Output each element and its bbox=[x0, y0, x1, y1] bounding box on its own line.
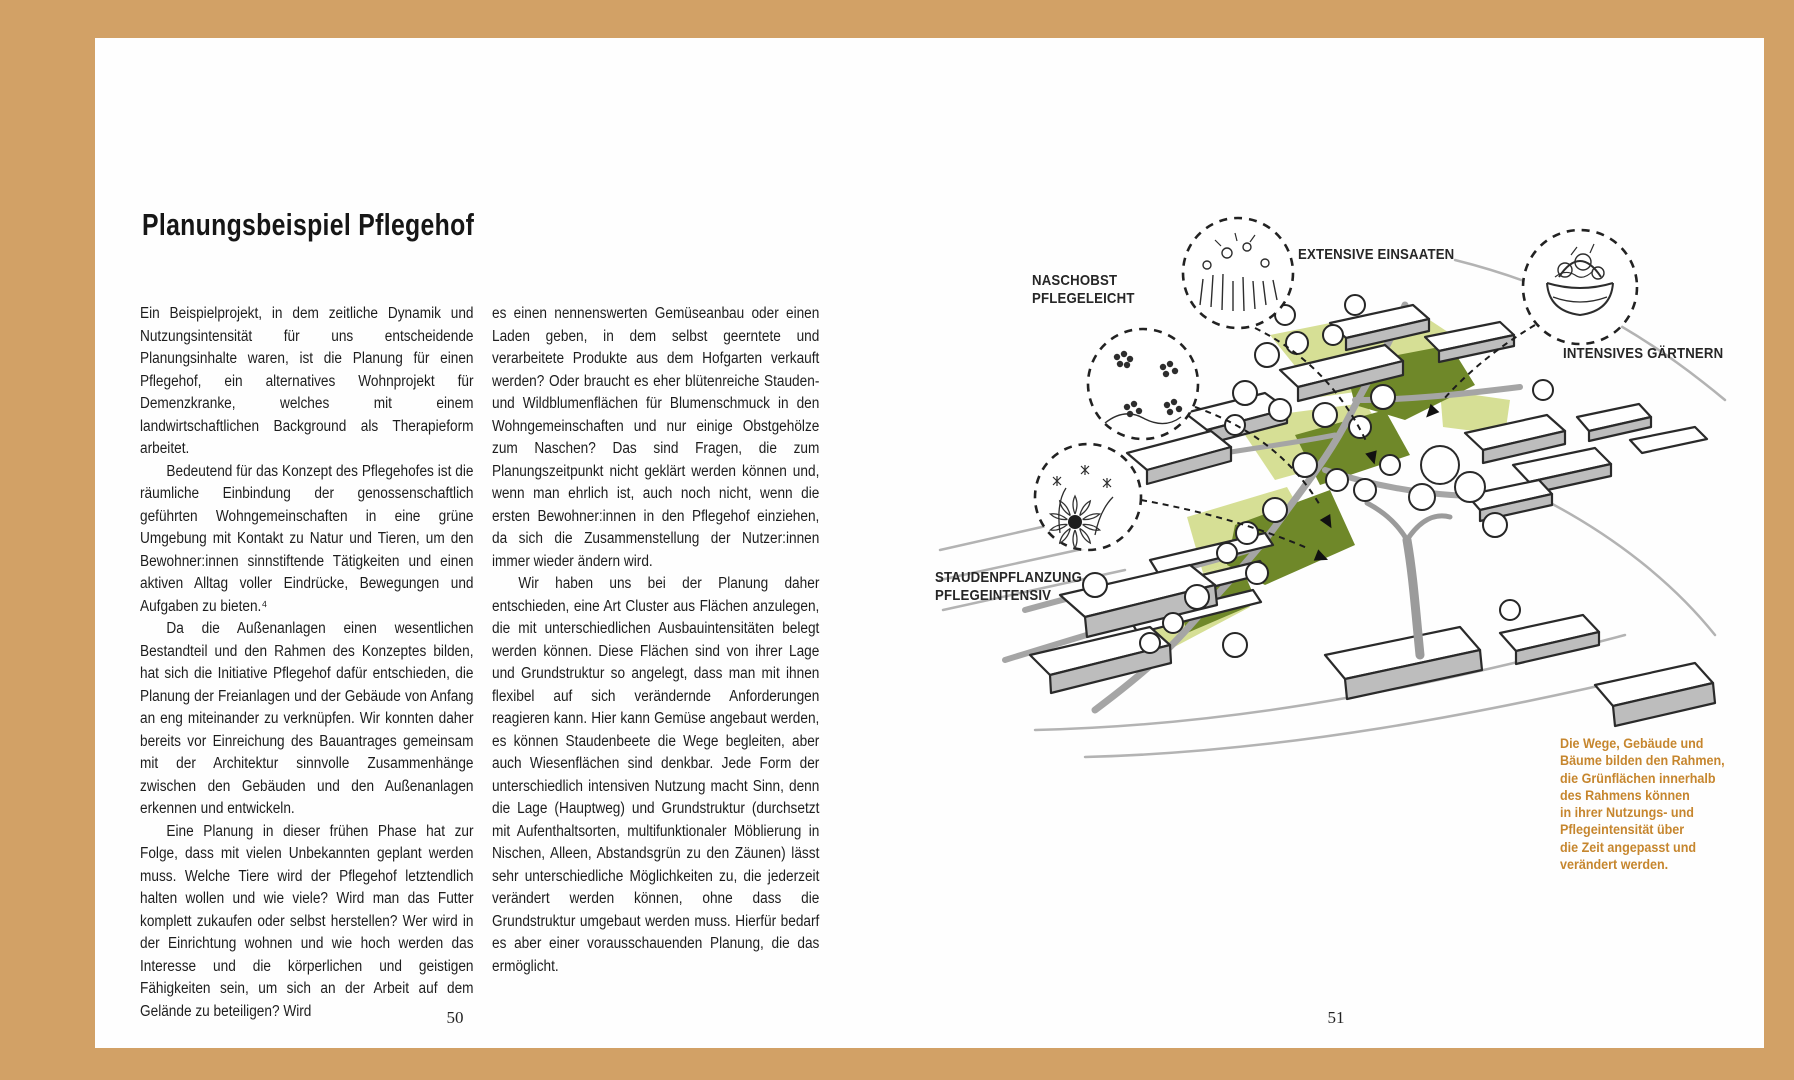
paragraph: Wir haben uns bei der Planung daher entschieden, eine Art Cluster aus Flächen anzulegen, die mit unterschiedlichen Ausbauintensitäten belegt werden können. Diese Flächen sind von ihrer Lage und Grundstruktur so angelegt, dass man mit ihnen flexibel auf sich verändernde Anforderungen reagieren kann. Hier kann Gemüse angebaut werden, es können Staudenbeete die Wege begleiten, aber auch Wiesenflächen sind denkbar. Jede Form der unterschiedlich intensiven Nutzung macht Sinn, denn die Lage (Hauptweg) und Grundstruktur (durchsetzt mit Aufenthaltsorten, multifunktionaler Möblierung in Nischen, Alleen, Abstandsgrün zu den Zäunen) lässt sehr unterschiedliche Möglichkeiten zu, die jederzeit verändert werden können, ohne dass die Grundstruktur umgebaut werden muss. Hierfür bedarf es aber einer vorausschauenden Planung, die das ermöglicht. bbox=[492, 575, 820, 975]
paragraph: Ein Beispielprojekt, in dem zeitliche Dynamik und Nutzungsintensität für uns entscheidende Planungsinhalte waren, ist die Planung für einen Pflegehof, ein alternatives Wohnprojekt für Demenzkranke, welches mit einem landwirtschaftlichen Background als Therapieform arbeitet. bbox=[140, 305, 474, 457]
figure-caption bbox=[1560, 735, 1725, 873]
page-number-right: 51 bbox=[1327, 1008, 1345, 1027]
paragraph: Da die Außenanlagen einen wesentlichen Bestandteil und den Rahmen des Konzeptes bilden, hat sich die Initiative Pflegehof dafür entschieden, die Planung der Freianlagen und der Gebäude von Anfang an eng miteinander zu verknüpfen. Wir konnten daher bereits vor Einreichung des Bauantrages gemeinsam mit der Architektur sinnvolle Zusammenhänge zwischen den Gebäuden und den Außenanlagen erkennen und entwickeln. bbox=[140, 620, 474, 817]
paragraph: Eine Planung in dieser frühen Phase hat zur Folge, dass mit vielen Unbekannten geplant werden muss. Welche Tiere wird der Pflegehof letztendlich halten wollen und wie viele? Wird man das Futter komplett zukaufen oder selbst herstellen? Wer wird in der Einrichtung wohnen und wie hoch werden das Interesse und die körperlichen und geistigen Fähigkeiten sein, um sich an der Arbeit auf dem Gelände zu beteiligen? Wird bbox=[140, 822, 474, 1020]
caption-line: des Rahmens können bbox=[1560, 787, 1690, 803]
label-staudenpflanzung: STAUDENPFLANZUNG PFLEGEINTENSIV bbox=[935, 569, 1083, 604]
body-column-2 bbox=[492, 303, 819, 978]
caption-line: in ihrer Nutzungs- und bbox=[1560, 805, 1694, 821]
garden-basket-circle-icon bbox=[1523, 230, 1637, 344]
label-extensive-einsaaten: EXTENSIVE EINSAATEN bbox=[1298, 246, 1455, 263]
page-title: Planungsbeispiel Pflegehof bbox=[142, 207, 475, 242]
caption-line: die Grünflächen innerhalb bbox=[1560, 770, 1716, 786]
large-tree bbox=[1367, 446, 1485, 655]
caption-line: die Zeit angepasst und bbox=[1560, 839, 1697, 855]
berry-bushes-circle-icon bbox=[1088, 329, 1198, 439]
label-naschobst: NASCHOBST PFLEGELEICHT bbox=[1032, 272, 1135, 307]
caption-line: verändert werden. bbox=[1560, 857, 1669, 873]
meadow-circle-icon bbox=[1183, 218, 1293, 328]
paragraph: es einen nennenswerten Gemüseanbau oder einen Laden geben, in dem selbst geerntete und verarbeitete Produkte aus dem Hofgarten verkauft werden? Oder braucht es eher blütenreiche Stauden- und Wildblumenflächen für Blumenschmuck in den Wohngemeinschaften und nur einige Obstgehölze zum Naschen? Das sind Fragen, die zum Planungszeitpunkt nicht geklärt werden können und, wenn man ehrlich ist, auch noch nicht, wenn die ersten Bewohner:innen in den Pflegehof einziehen, da sich die Zusammenstellung der Nutzer:innen immer wieder ändern wird. bbox=[492, 305, 820, 570]
caption-line: Bäume bilden den Rahmen, bbox=[1560, 753, 1725, 769]
caption-line: Pflegeintensität über bbox=[1560, 822, 1685, 838]
paragraph: Bedeutend für das Konzept des Pflegehofes ist die räumliche Einbindung der genossenschaftlich geführten Wohngemeinschaften in eine grüne Umgebung mit Kontakt zu Natur und Tieren, um den Bewohner:innen sinnstiftende Tätigkeiten und einen aktiven Alltag voller Eindrücke, Bewegungen und Aufgaben zu bieten.⁴ bbox=[140, 462, 474, 615]
label-intensives-gaertnern: INTENSIVES GÄRTNERN bbox=[1563, 345, 1724, 362]
body-column-1 bbox=[140, 303, 474, 1023]
page-number-left: 50 bbox=[446, 1008, 464, 1027]
perennials-circle-icon bbox=[1035, 444, 1141, 550]
caption-line: Die Wege, Gebäude und bbox=[1560, 736, 1704, 751]
